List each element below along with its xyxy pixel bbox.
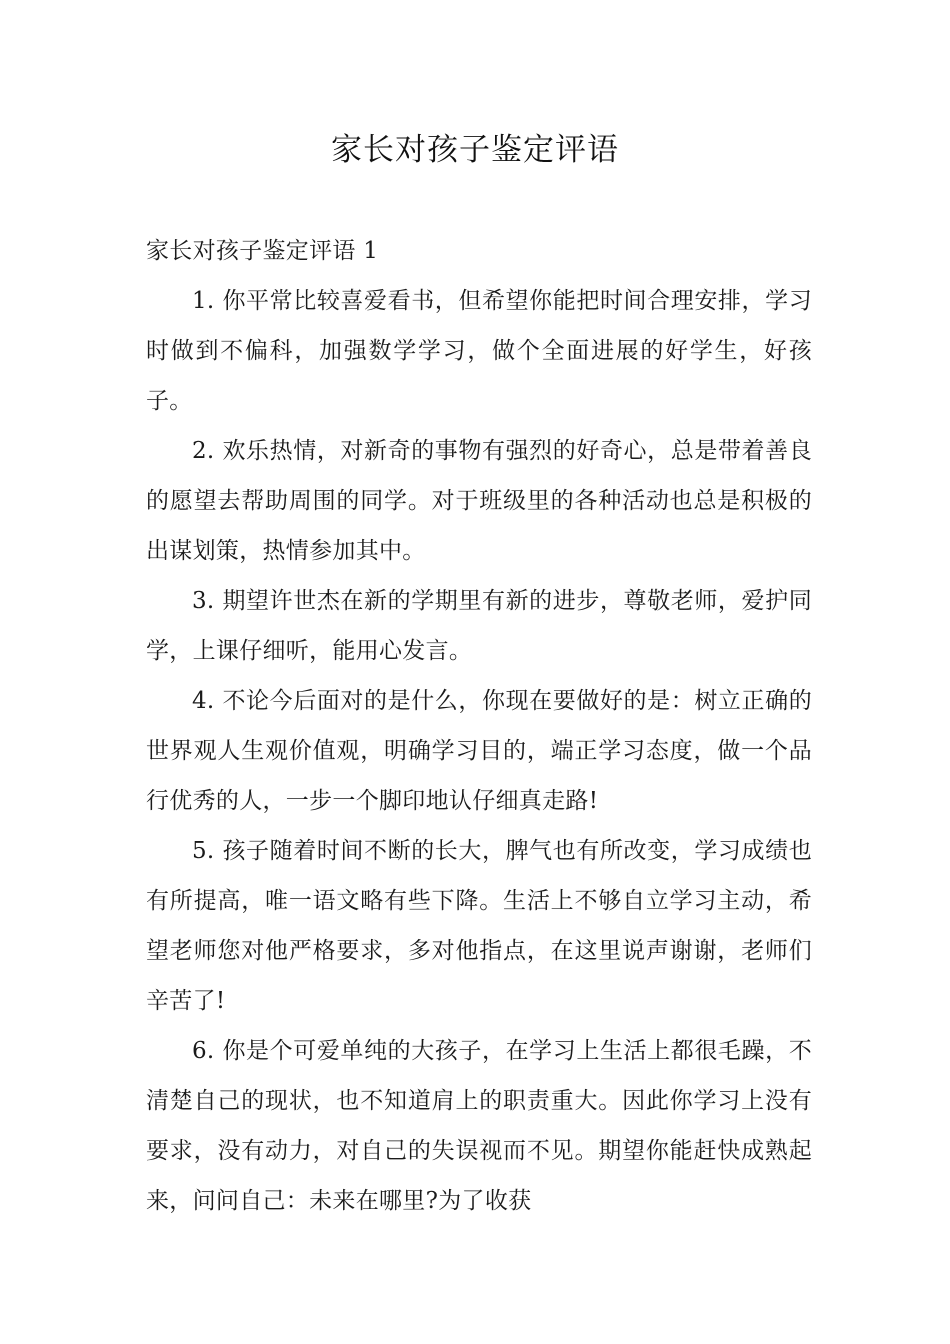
paragraph-2: 2. 欢乐热情，对新奇的事物有强烈的好奇心，总是带着善良的愿望去帮助周围的同学。对于班级里的各种活动也总是积极的出谋划策，热情参加其中。 — [146, 438, 812, 564]
paragraph-1: 1. 你平常比较喜爱看书，但希望你能把时间合理安排，学习时做到不偏科，加强数学学习，做个全面进展的好学生，好孩子。 — [146, 288, 812, 414]
document-title: 家长对孩子鉴定评语 — [331, 132, 619, 168]
paragraph-3: 3. 期望许世杰在新的学期里有新的进步，尊敬老师，爱护同学，上课仔细听，能用心发言。 — [146, 588, 812, 664]
section-heading: 家长对孩子鉴定评语 1 — [146, 238, 379, 264]
document-body — [146, 226, 812, 1226]
paragraph-4: 4. 不论今后面对的是什么，你现在要做好的是：树立正确的世界观人生观价值观，明确学习目的，端正学习态度，做一个品行优秀的人，一步一个脚印地认仔细真走路! — [146, 688, 812, 814]
paragraph-5: 5. 孩子随着时间不断的长大，脾气也有所改变，学习成绩也有所提高，唯一语文略有些下降。生活上不够自立学习主动，希望老师您对他严格要求，多对他指点，在这里说声谢谢，老师们辛苦了! — [146, 838, 812, 1014]
paragraph-6: 6. 你是个可爱单纯的大孩子，在学习上生活上都很毛躁，不清楚自己的现状，也不知道肩上的职责重大。因此你学习上没有要求，没有动力，对自己的失误视而不见。期望你能赶快成熟起来，问问自己：未来在哪里?为了收获 — [146, 1038, 812, 1214]
